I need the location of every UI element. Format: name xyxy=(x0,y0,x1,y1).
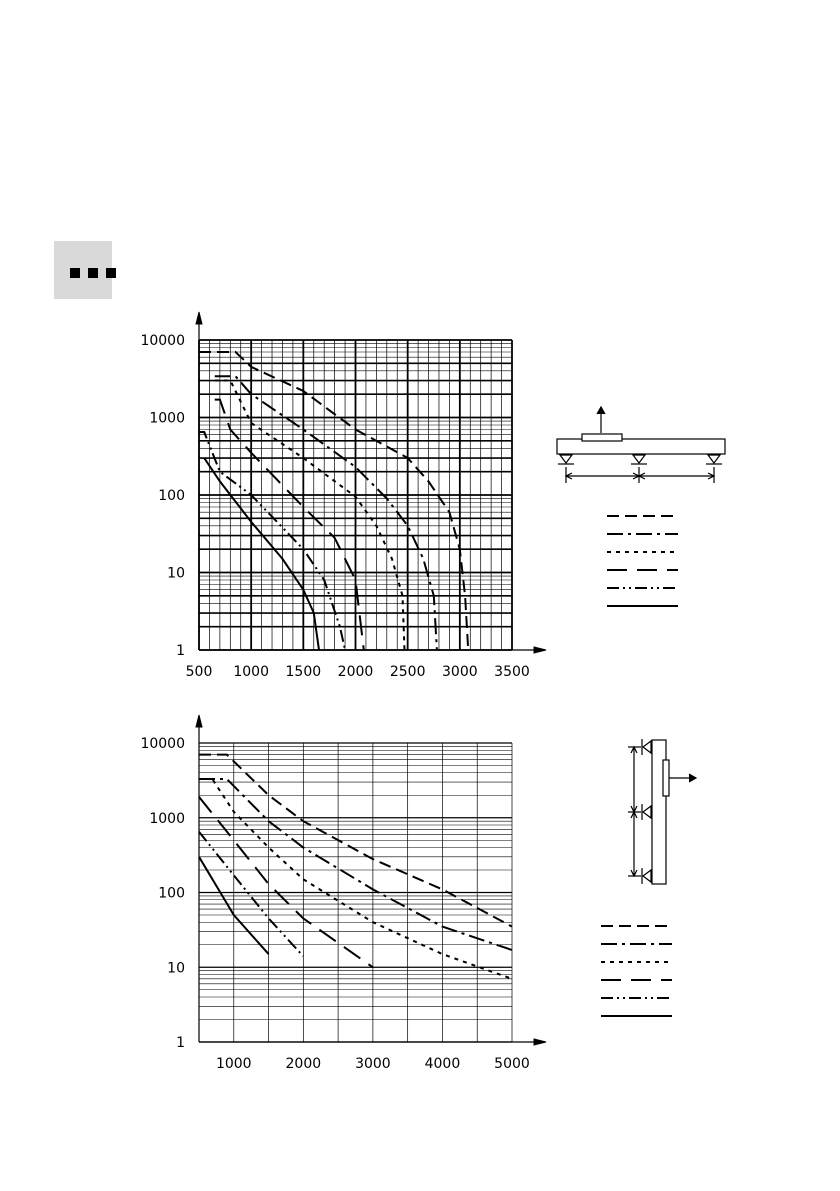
y-tick-label: 100 xyxy=(158,885,185,902)
y-tick-label: 1 xyxy=(176,643,185,659)
legend xyxy=(601,926,672,1016)
x-tick-label: 2000 xyxy=(285,1056,322,1072)
x-tick-label: 4000 xyxy=(424,1056,461,1072)
y-tick-label: 10 xyxy=(167,565,185,582)
x-tick-label: 2000 xyxy=(337,664,374,680)
series-group xyxy=(199,755,512,979)
legend xyxy=(607,516,678,606)
beam-schematic-horizontal xyxy=(557,407,725,483)
series-line-dash-dot-dot xyxy=(199,832,303,957)
x-tick-label: 1500 xyxy=(285,664,322,680)
series-line-long-dash-gap xyxy=(199,797,373,967)
x-tick-label: 2500 xyxy=(389,664,426,680)
y-tick-label: 1 xyxy=(176,1035,185,1051)
y-tick-label: 10000 xyxy=(140,333,185,349)
x-tick-label: 3500 xyxy=(494,664,530,680)
chart-1 xyxy=(140,312,678,680)
y-tick-label: 1000 xyxy=(149,410,185,427)
y-tick-label: 100 xyxy=(158,488,185,504)
x-axis-arrow xyxy=(534,647,546,653)
y-tick-label: 10 xyxy=(167,960,185,977)
grid xyxy=(199,743,512,1042)
x-tick-label: 500 xyxy=(185,664,213,680)
beam-schematic-vertical xyxy=(628,739,696,884)
series-line-dashed xyxy=(199,755,512,927)
chart-2 xyxy=(140,715,672,1072)
x-tick-label: 3000 xyxy=(442,664,478,680)
x-tick-label: 5000 xyxy=(494,1056,530,1072)
x-axis-arrow xyxy=(534,1039,546,1045)
x-tick-label: 1000 xyxy=(215,1056,252,1072)
x-tick-label: 3000 xyxy=(355,1056,391,1072)
axes xyxy=(196,715,546,1045)
y-axis-arrow xyxy=(196,312,202,324)
y-axis-arrow xyxy=(196,715,202,727)
x-tick-label: 1000 xyxy=(233,664,269,680)
y-tick-label: 1000 xyxy=(149,810,185,827)
series-line-long-dash-dot xyxy=(199,779,512,950)
y-tick-label: 10000 xyxy=(140,736,185,752)
series-group xyxy=(199,352,468,650)
